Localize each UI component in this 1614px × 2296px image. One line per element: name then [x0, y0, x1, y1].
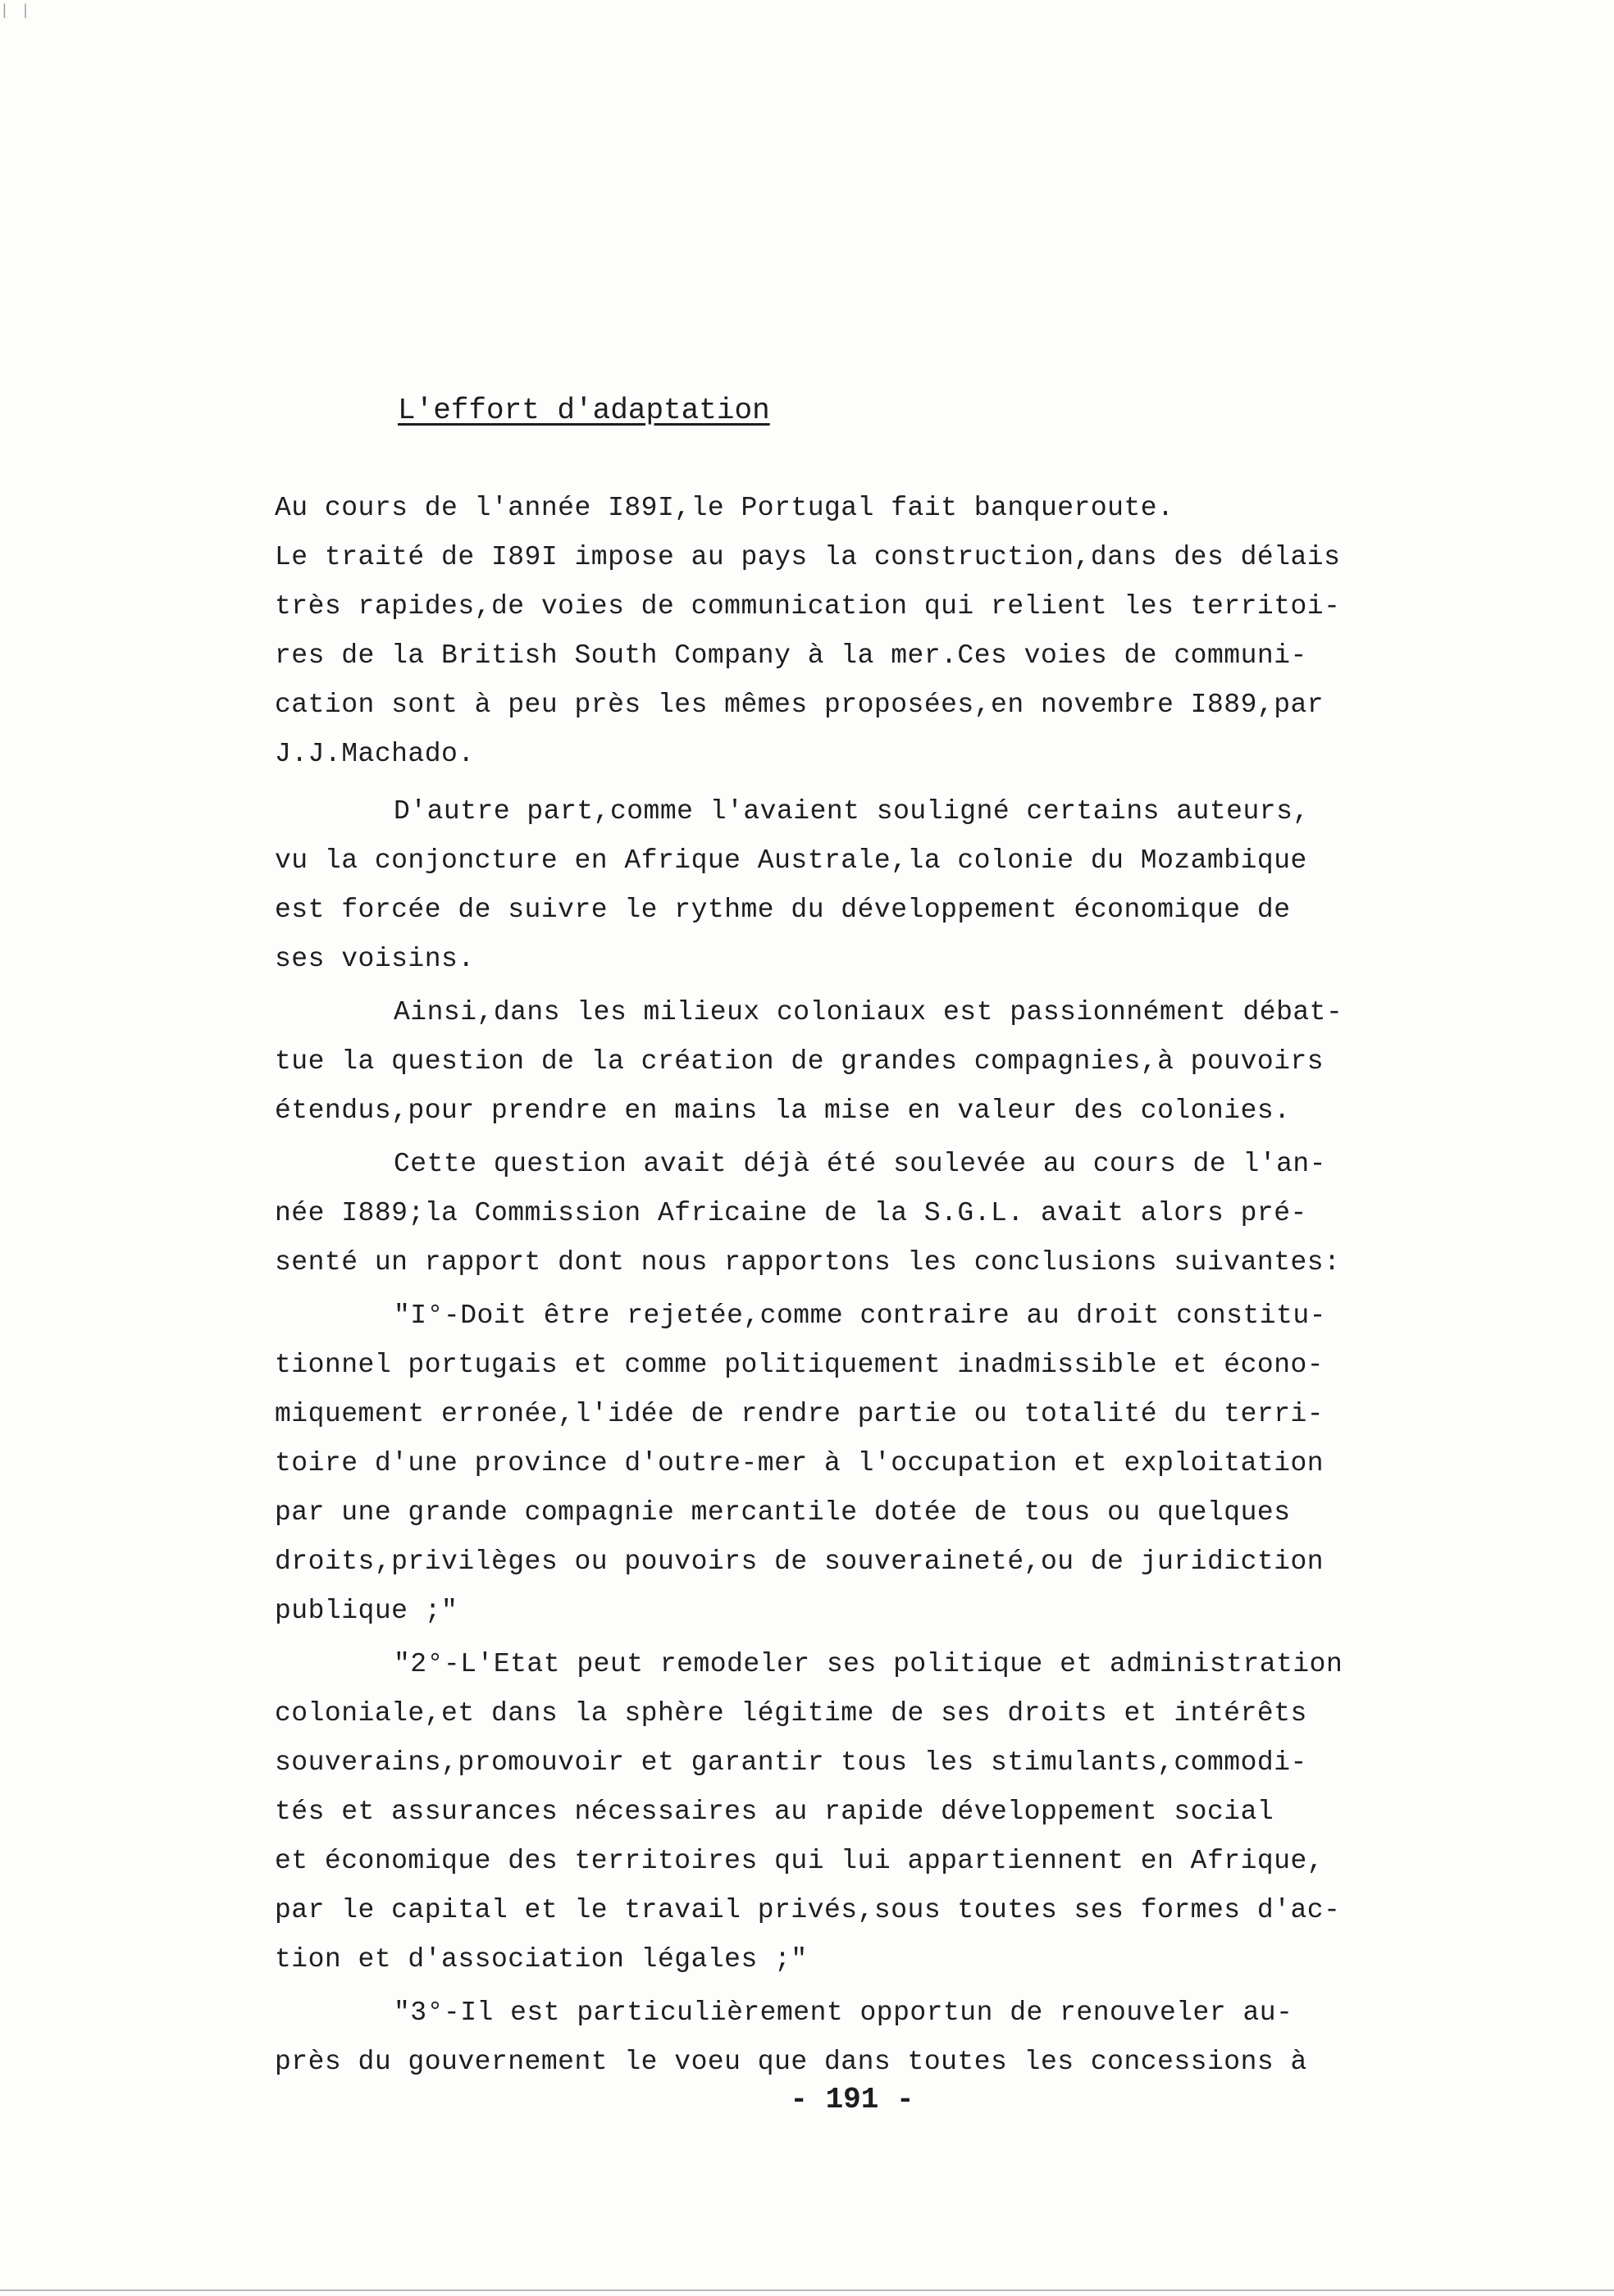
page-number: - 191 - — [790, 2083, 914, 2116]
page-bottom-edge — [0, 2289, 1614, 2291]
text-line: toire d'une province d'outre-mer à l'occupation et exploitation — [275, 1448, 1324, 1478]
text-line: coloniale,et dans la sphère légitime de ses droits et intérêts — [275, 1698, 1307, 1729]
text-line: tion et d'association légales ;" — [275, 1944, 808, 1975]
text-line: souverains,promouvoir et garantir tous les stimulants,commodi- — [275, 1747, 1307, 1778]
section-title: L'effort d'adaptation — [398, 394, 770, 427]
text-line: cation sont à peu près les mêmes proposées,en novembre I889,par — [275, 690, 1324, 720]
text-line: Le traité de I89I impose au pays la construction,dans des délais — [275, 542, 1341, 572]
text-line: par le capital et le travail privés,sous toutes ses formes d'ac- — [275, 1895, 1341, 1925]
text-line: tionnel portugais et comme politiquement inadmissible et écono- — [275, 1350, 1324, 1380]
text-line: "I°-Doit être rejetée,comme contraire au droit constitu- — [394, 1301, 1326, 1331]
text-line: Au cours de l'année I89I,le Portugal fait banqueroute. — [275, 493, 1174, 523]
text-line: J.J.Machado. — [275, 739, 475, 769]
text-line: publique ;" — [275, 1596, 458, 1626]
text-line: "2°-L'Etat peut remodeler ses politique et administration — [394, 1649, 1343, 1679]
text-line: ses voisins. — [275, 944, 475, 974]
text-line: et économique des territoires qui lui appartiennent en Afrique, — [275, 1846, 1324, 1876]
text-line: très rapides,de voies de communication qui relient les territoi- — [275, 591, 1341, 622]
text-line: est forcée de suivre le rythme du développement économique de — [275, 895, 1291, 925]
text-line: miquement erronée,l'idée de rendre partie ou totalité du terri- — [275, 1399, 1324, 1429]
text-line: étendus,pour prendre en mains la mise en valeur des colonies. — [275, 1096, 1291, 1126]
text-line: tés et assurances nécessaires au rapide développement social — [275, 1797, 1274, 1827]
margin-marks: | | — [0, 3, 32, 20]
text-line: tue la question de la création de grandes compagnies,à pouvoirs — [275, 1046, 1324, 1077]
text-line: par une grande compagnie mercantile dotée de tous ou quelques — [275, 1497, 1291, 1528]
text-line: Cette question avait déjà été soulevée au cours de l'an- — [394, 1149, 1326, 1179]
text-line: vu la conjoncture en Afrique Australe,la colonie du Mozambique — [275, 845, 1307, 876]
text-line: senté un rapport dont nous rapportons les conclusions suivantes: — [275, 1247, 1341, 1278]
text-line: res de la British South Company à la mer.Ces voies de communi- — [275, 640, 1307, 671]
text-line: près du gouvernement le voeu que dans toutes les concessions à — [275, 2047, 1307, 2077]
text-line: "3°-Il est particulièrement opportun de renouveler au- — [394, 1998, 1293, 2028]
text-line: née I889;la Commission Africaine de la S.G.L. avait alors pré- — [275, 1198, 1307, 1228]
text-line: D'autre part,comme l'avaient souligné certains auteurs, — [394, 796, 1310, 827]
text-line: Ainsi,dans les milieux coloniaux est passionnément débat- — [394, 997, 1343, 1027]
text-line: droits,privilèges ou pouvoirs de souveraineté,ou de juridiction — [275, 1547, 1324, 1577]
